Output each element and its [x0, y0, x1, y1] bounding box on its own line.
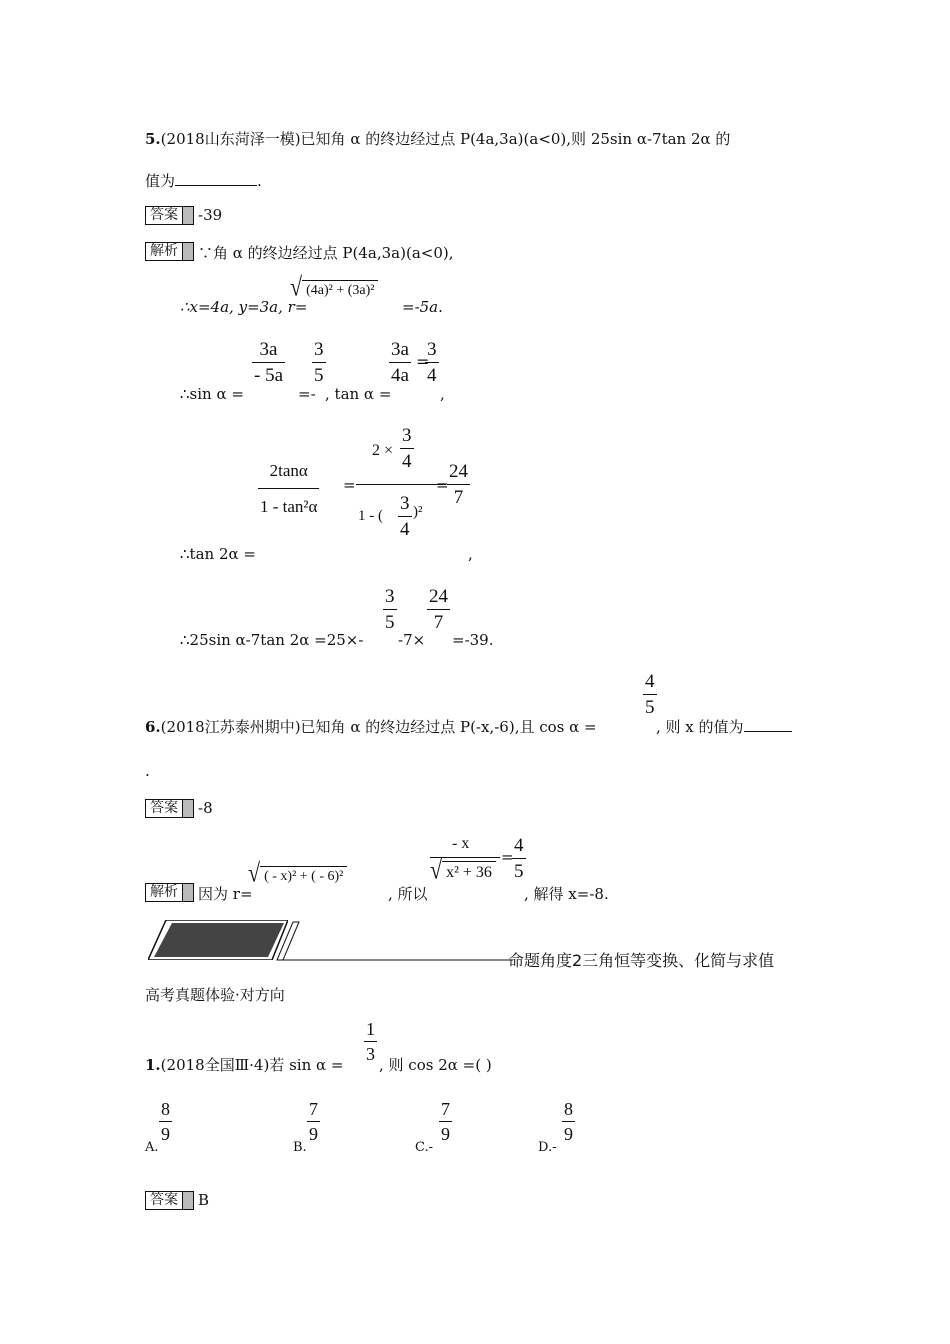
q1-stem [145, 1054, 344, 1075]
q5-line2-pre: ∴x=4a, y=3a, r= [180, 298, 308, 316]
inner-den-d: 4 [400, 519, 410, 540]
sin-frac-1-num: 3a [259, 339, 278, 360]
q6-cos-frac-den: 5 [645, 697, 655, 718]
tan-post: , [440, 385, 445, 403]
sin-frac-1 [252, 340, 285, 385]
inner-num-d: 4 [402, 451, 412, 472]
section-banner-graphic [148, 920, 288, 960]
answer-blank [175, 185, 257, 186]
q6-answer: -8 [198, 799, 213, 817]
final-frac-1-den: 5 [385, 612, 395, 633]
sin-label: ∴sin α = [180, 385, 244, 403]
sqrt-r6: √ ( - x)² + ( - 6)² [248, 860, 347, 886]
q6-stem-end: . [145, 762, 150, 780]
section-subtitle: 高考真题体验·对方向 [145, 986, 285, 1004]
q6-frac-2 [512, 836, 526, 881]
tan2-frac-2 [356, 424, 446, 544]
answer-blank [744, 731, 792, 732]
tan2-frac-3-den: 7 [453, 487, 464, 508]
q6-frac-2-den: 5 [514, 861, 524, 882]
option-b-frac [307, 1100, 320, 1143]
tan2-eq2: = [436, 476, 449, 494]
q5-line2-post: =-5a. [402, 298, 443, 316]
q6-frac-1-num: - x [452, 835, 470, 852]
sin-frac-1-den: - 5a [254, 365, 284, 386]
q1-answer: B [198, 1191, 210, 1209]
tan-frac-2-num: 3 [427, 339, 437, 360]
q6-cos-frac-num: 4 [645, 671, 655, 692]
tan2-frac-2-den-suffix: )² [413, 504, 423, 520]
q6-frac-1 [430, 835, 500, 895]
option-d-label-row [538, 1140, 557, 1155]
tan-eq: = [416, 352, 430, 371]
tan2-frac-3-num: 24 [449, 461, 468, 482]
final-mid: -7× [398, 631, 426, 649]
option-d-sign: - [552, 1140, 557, 1155]
tan-frac-1 [389, 340, 411, 385]
q5-stem [145, 128, 730, 149]
answer-tag: 答案 [145, 1191, 183, 1210]
tan2-frac-1-num: 2tanα [269, 461, 308, 480]
tan2-post: , [468, 545, 473, 563]
option-b-den: 9 [309, 1124, 318, 1144]
tan-frac-1-den: 4a [391, 365, 409, 386]
option-c-frac [439, 1100, 452, 1143]
option-c-den: 9 [441, 1124, 450, 1144]
option-d-frac [562, 1100, 575, 1143]
tan-label: , tan α = [325, 385, 392, 403]
tan2-frac-2-bar [356, 484, 446, 485]
q6-number: 6. [145, 718, 161, 736]
q6-frac-2-num: 4 [514, 835, 524, 856]
q5-number: 5. [145, 130, 161, 148]
sin-frac-2 [312, 340, 326, 385]
answer-tag: 答案 [145, 206, 183, 225]
inner-num-n: 3 [402, 425, 412, 446]
q6-stem [145, 716, 597, 737]
tan2-label: ∴tan 2α = [180, 545, 256, 563]
option-d-num: 8 [564, 1099, 573, 1119]
analysis-tag: 解析 [145, 242, 183, 261]
tan2-frac-2-inner-den [398, 494, 412, 539]
q1-sin-frac [364, 1020, 377, 1063]
tan2-frac-1-den: 1 - tan²α [260, 497, 318, 516]
q1-number: 1. [145, 1056, 161, 1074]
q6-stem-tail [656, 716, 792, 737]
option-d-den: 9 [564, 1124, 573, 1144]
option-c-label: C. [415, 1140, 429, 1155]
tan2-frac-2-den-prefix: 1 - ( [358, 508, 383, 524]
q6-cos-frac [643, 672, 657, 717]
tan2-frac-2-num-prefix: 2 × [372, 442, 394, 459]
q1-sin-frac-den: 3 [366, 1044, 375, 1064]
analysis-tag: 解析 [145, 883, 183, 902]
option-c-num: 7 [441, 1099, 450, 1119]
option-d-label: D. [538, 1140, 553, 1155]
section-banner-line [275, 920, 515, 962]
tan2-frac-1 [258, 462, 319, 515]
tan2-frac-2-inner-num [400, 426, 414, 471]
q1-stem-tail: , 则 cos 2α =( ) [379, 1056, 492, 1074]
option-c-label-row [415, 1140, 433, 1155]
tan-frac-2 [425, 340, 439, 385]
inner-den-n: 3 [400, 493, 410, 514]
q5-stem-tail: 值为 [145, 172, 176, 190]
final-post: =-39. [452, 631, 494, 649]
q1-sin-frac-num: 1 [366, 1019, 375, 1039]
final-frac-1 [383, 587, 397, 632]
q1-stem-text: (2018全国Ⅲ·4)若 sin α = [160, 1056, 344, 1074]
section-title: 命题角度2三角恒等变换、化简与求值 [508, 951, 775, 970]
sin-frac-2-den: 5 [314, 365, 324, 386]
q5-analysis-line1: ∵角 α 的终边经过点 P(4a,3a)(a<0), [198, 244, 454, 262]
tan2-frac-3 [447, 462, 470, 507]
q5-answer: -39 [198, 206, 223, 224]
option-b-label: B. [293, 1140, 307, 1155]
sqrt-r-radicand: (4a)² + (3a)² [302, 280, 378, 299]
sqrt-r6-radicand: ( - x)² + ( - 6)² [260, 866, 347, 885]
q6-line-mid: , 所以 [388, 885, 428, 903]
answer-tag: 答案 [145, 799, 183, 818]
q6-eq: = [501, 848, 514, 866]
q5-stem-line2: 值为 . [145, 172, 262, 190]
final-frac-1-num: 3 [385, 586, 395, 607]
option-a-frac [159, 1100, 172, 1143]
final-frac-2-den: 7 [433, 612, 444, 633]
tan-frac-1-num: 3a [391, 339, 409, 360]
final-frac-2 [427, 587, 450, 632]
q6-line-pre: 因为 r= [198, 885, 253, 903]
q6-frac-1-den: √ x² + 36 [430, 857, 496, 883]
q6-frac-1-den-radicand: x² + 36 [442, 861, 496, 882]
q6-stem-text: (2018江苏泰州期中)已知角 α 的终边经过点 P(-x,-6),且 cos α = [160, 718, 597, 736]
final-frac-2-num: 24 [429, 586, 448, 607]
option-a-label: A. [145, 1140, 159, 1155]
option-a-num: 8 [161, 1099, 170, 1119]
sin-mid: =- [298, 385, 316, 403]
sin-frac-2-num: 3 [314, 339, 324, 360]
tan-frac-2-den: 4 [427, 365, 437, 386]
final-pre: ∴25sin α-7tan 2α =25×- [180, 631, 364, 649]
tan2-eq1: = [343, 476, 356, 494]
sqrt-r: √ (4a)² + (3a)² [290, 274, 378, 300]
option-a-den: 9 [161, 1124, 170, 1144]
option-c-sign: - [428, 1140, 434, 1155]
option-b-num: 7 [309, 1099, 318, 1119]
q5-stem-text: (2018山东菏泽一模)已知角 α 的终边经过点 P(4a,3a)(a<0),则 25sin α-7tan 2α 的 [160, 130, 731, 148]
q6-stem-tail-text: , 则 x 的值为 [656, 718, 744, 736]
q6-line-post: , 解得 x=-8. [524, 885, 609, 903]
